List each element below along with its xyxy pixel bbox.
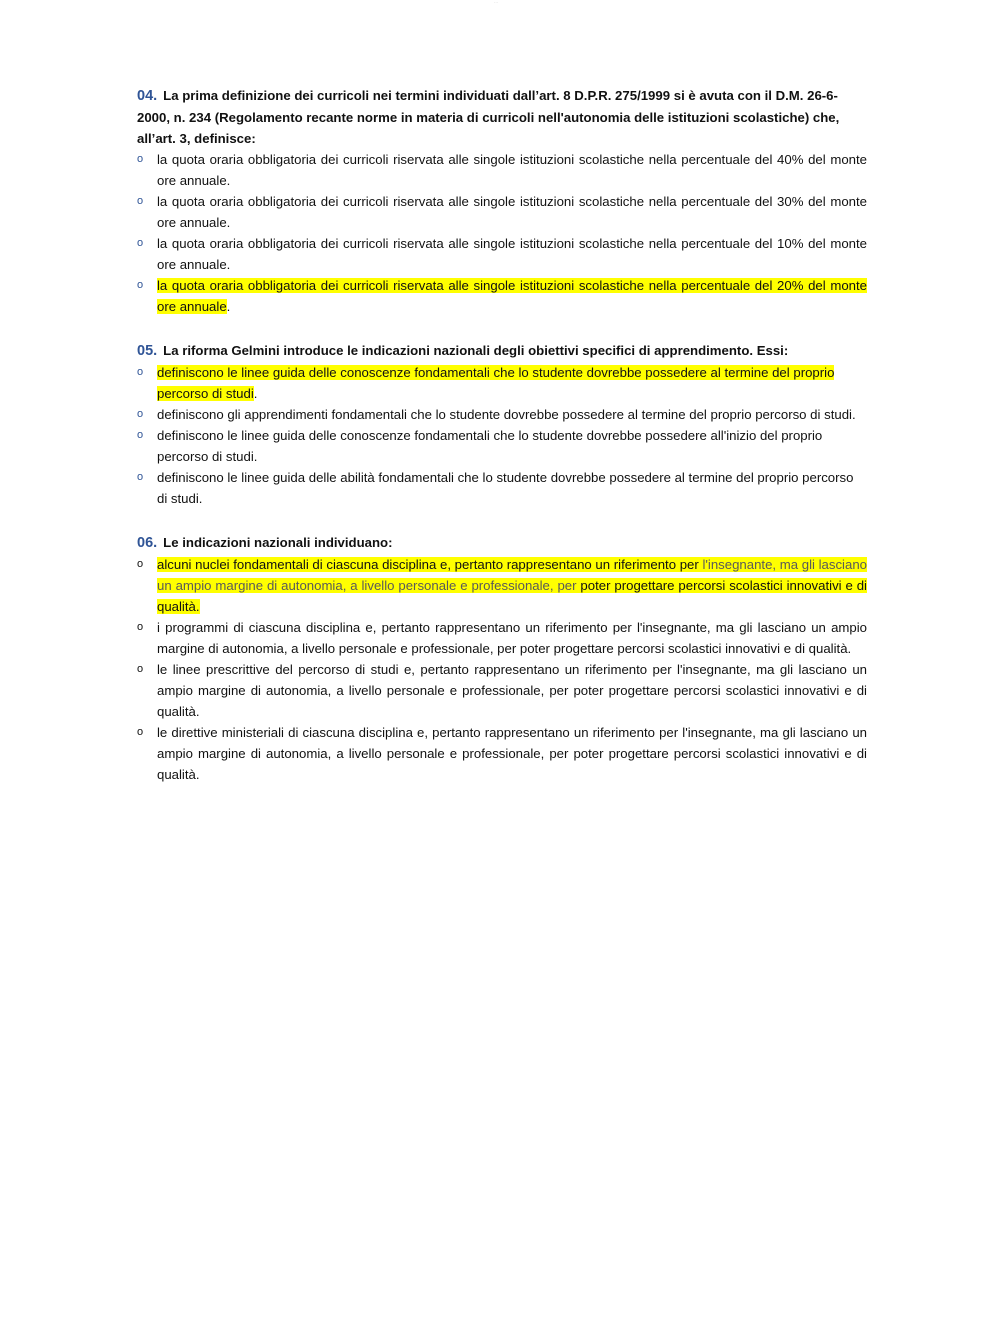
circle-bullet-icon: o bbox=[137, 471, 144, 483]
answer-option bbox=[137, 149, 867, 191]
circle-bullet-icon: o bbox=[137, 558, 144, 570]
answer-option-correct bbox=[137, 362, 867, 404]
highlighted-answer-text: alcuni nuclei fondamentali di ciascuna disciplina e, pertanto rappresentano un riferimento per bbox=[157, 557, 703, 572]
answer-option-correct bbox=[137, 275, 867, 317]
highlighted-answer-text: definiscono le linee guida delle conoscenze fondamentali che lo studente dovrebbe possedere al termine del proprio percorso di studi bbox=[157, 365, 835, 401]
question-text: La riforma Gelmini introduce le indicazioni nazionali degli obiettivi specifici di apprendimento. Essi: bbox=[163, 343, 789, 358]
answer-option bbox=[137, 617, 867, 659]
circle-bullet-icon: o bbox=[137, 621, 144, 633]
answer-tail: . bbox=[226, 299, 231, 314]
answer-text: definiscono le linee guida delle conoscenze fondamentali che lo studente dovrebbe possedere all'inizio del proprio percorso di studi. bbox=[157, 428, 823, 464]
circle-bullet-icon: o bbox=[137, 408, 144, 420]
answer-option bbox=[137, 191, 867, 233]
question-04 bbox=[137, 85, 867, 317]
document-body bbox=[137, 85, 867, 808]
answer-option bbox=[137, 467, 867, 509]
question-header bbox=[137, 532, 867, 554]
question-text: Le indicazioni nazionali individuano: bbox=[163, 535, 393, 550]
highlighted-answer-text: poter progettare percorsi scolastici innovativi e di qualità. bbox=[157, 578, 867, 614]
answer-option bbox=[137, 722, 867, 785]
answer-text: definiscono le linee guida delle abilità fondamentali che lo studente dovrebbe possedere al termine del proprio percorso di studi. bbox=[157, 470, 854, 506]
question-header bbox=[137, 85, 867, 149]
answer-option bbox=[137, 404, 867, 425]
answer-list bbox=[137, 362, 867, 509]
answer-text: le linee prescrittive del percorso di studi e, pertanto rappresentano un riferimento per l'insegnante, ma gli lasciano un ampio margine di autonomia, a livello personale e professionale, per poter progettare percorsi scolastici innovativi e di qualità. bbox=[157, 662, 867, 719]
answer-text: le direttive ministeriali di ciascuna disciplina e, pertanto rappresentano un riferimento per l'insegnante, ma gli lasciano un ampio margine di autonomia, a livello personale e professionale, per poter progettare percorsi scolastici innovativi e di qualità. bbox=[157, 725, 867, 782]
question-header bbox=[137, 340, 867, 362]
circle-bullet-icon: o bbox=[137, 237, 144, 249]
answer-option-correct bbox=[137, 554, 867, 617]
answer-list bbox=[137, 554, 867, 785]
question-number: 06. bbox=[137, 535, 158, 551]
answer-text: la quota oraria obbligatoria dei curricoli riservata alle singole istituzioni scolastiche nella percentuale del 10% del monte ore annuale. bbox=[157, 236, 867, 272]
circle-bullet-icon: o bbox=[137, 279, 144, 291]
question-06 bbox=[137, 532, 867, 785]
circle-bullet-icon: o bbox=[137, 663, 144, 675]
answer-tail: . bbox=[253, 386, 258, 401]
answer-option bbox=[137, 659, 867, 722]
answer-text: i programmi di ciascuna disciplina e, pertanto rappresentano un riferimento per l'insegnante, ma gli lasciano un ampio margine di autonomia, a livello personale e professionale, per poter progettare percorsi scolastici innovativi e di qualità. bbox=[157, 620, 867, 656]
question-number: 04. bbox=[137, 88, 158, 104]
circle-bullet-icon: o bbox=[137, 195, 144, 207]
answer-text: la quota oraria obbligatoria dei curricoli riservata alle singole istituzioni scolastiche nella percentuale del 40% del monte ore annuale. bbox=[157, 152, 867, 188]
circle-bullet-icon: o bbox=[137, 429, 144, 441]
answer-option bbox=[137, 233, 867, 275]
highlighted-answer-text: l'insegnante, ma gli lasciano un ampio margine di autonomia, a livello personale e professionale, per bbox=[157, 557, 867, 593]
answer-text: definiscono gli apprendimenti fondamentali che lo studente dovrebbe possedere al termine del proprio percorso di studi. bbox=[157, 407, 856, 422]
answer-list bbox=[137, 149, 867, 317]
circle-bullet-icon: o bbox=[137, 366, 144, 378]
circle-bullet-icon: o bbox=[137, 726, 144, 738]
answer-text: la quota oraria obbligatoria dei curricoli riservata alle singole istituzioni scolastiche nella percentuale del 30% del monte ore annuale. bbox=[157, 194, 867, 230]
question-05 bbox=[137, 340, 867, 509]
highlighted-answer-text: la quota oraria obbligatoria dei curricoli riservata alle singole istituzioni scolastiche nella percentuale del 20% del monte ore annuale bbox=[157, 278, 867, 314]
page-mark: ··· bbox=[494, 0, 498, 5]
answer-option bbox=[137, 425, 867, 467]
question-text: La prima definizione dei curricoli nei termini individuati dall’art. 8 D.P.R. 275/1999 si è avuta con il D.M. 26-6-2000, n. 234 (Regolamento recante norme in materia di curricoli nell'autonomia delle istituzioni scolastiche) che, all’art. 3, definisce: bbox=[137, 88, 840, 146]
question-number: 05. bbox=[137, 343, 158, 359]
circle-bullet-icon: o bbox=[137, 153, 144, 165]
